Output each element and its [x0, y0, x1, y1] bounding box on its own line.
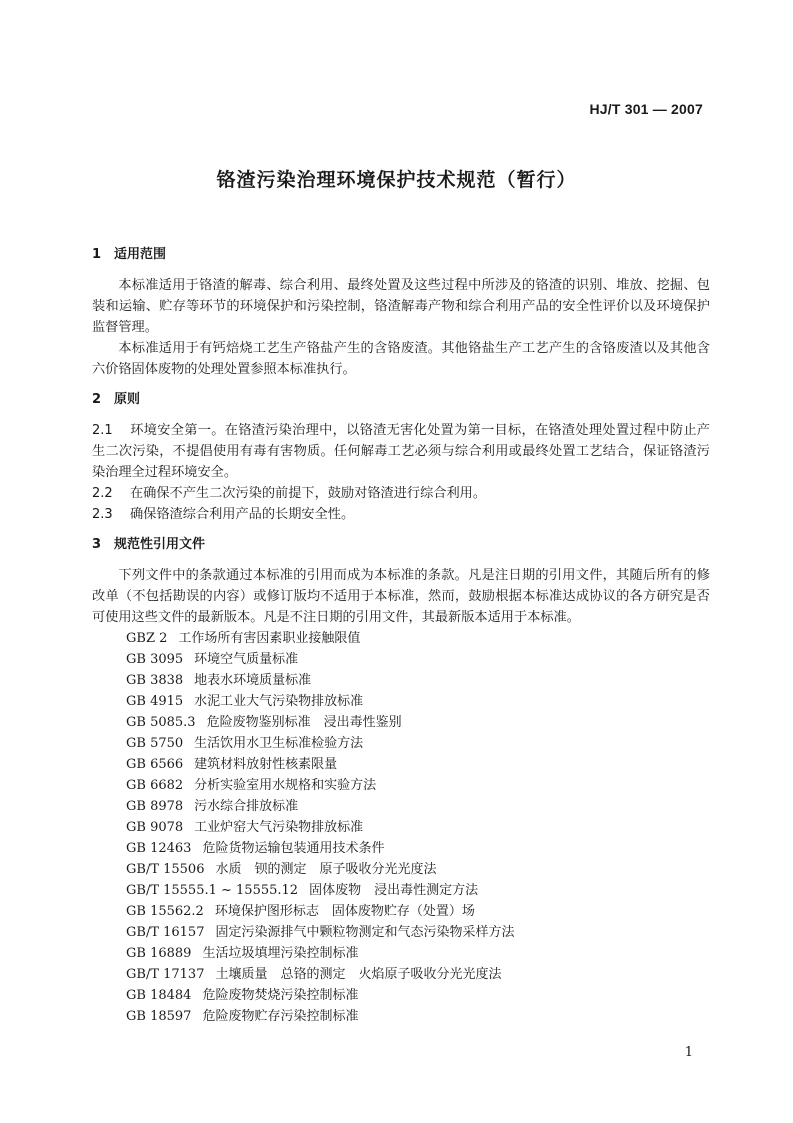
document-body	[92, 245, 710, 1027]
reference-item	[126, 922, 710, 943]
clause-number: 2.3	[92, 507, 113, 522]
reference-title: 固定污染源排气中颗粒物测定和气态污染物采样方法	[215, 925, 515, 940]
reference-code: GB 9078	[126, 820, 184, 835]
reference-code: GB 16889	[126, 946, 192, 961]
reference-item	[126, 859, 710, 880]
paragraph: 下列文件中的条款通过本标准的引用而成为本标准的条款。凡是注日期的引用文件，其随后所有的修改单（不包括勘误的内容）或修订版均不适用于本标准，然而，鼓励根据本标准达成协议的各方研究是否可使用这些文件的最新版本。凡是不注日期的引用文件，其最新版本适用于本标准。	[92, 568, 710, 625]
reference-title: 危险废物鉴别标准 浸出毒性鉴别	[206, 715, 402, 730]
section-title: 原则	[114, 392, 141, 407]
clause-2-2	[92, 483, 710, 504]
reference-title: 危险货物运输包装通用技术条件	[202, 841, 385, 856]
reference-title: 环境保护图形标志 固体废物贮存（处置）场	[214, 904, 475, 919]
reference-title: 建筑材料放射性核素限量	[194, 757, 338, 772]
paragraph: 本标准适用于铬渣的解毒、综合利用、最终处置及这些过程中所涉及的铬渣的识别、堆放、挖掘、包装和运输、贮存等环节的环境保护和污染控制，铬渣解毒产物和综合利用产品的安全性评价以及环境保护监督管理。	[92, 278, 710, 335]
reference-item	[126, 628, 710, 649]
reference-title: 固体废物 浸出毒性测定方法	[309, 883, 479, 898]
reference-item	[126, 754, 710, 775]
section-number: 3	[92, 537, 102, 552]
reference-code: GBZ 2	[126, 631, 168, 646]
section-title: 适用范围	[114, 247, 167, 262]
reference-title: 危险废物贮存污染控制标准	[202, 1009, 359, 1024]
standard-code: HJ/T 301 — 2007	[589, 101, 703, 117]
reference-code: GB/T 15555.1 ~ 15555.12	[126, 883, 299, 898]
reference-code: GB 6566	[126, 757, 184, 772]
clause-text: 确保铬渣综合利用产品的长期安全性。	[130, 507, 355, 522]
section-number: 2	[92, 392, 102, 407]
reference-code: GB 8978	[126, 799, 184, 814]
reference-title: 水质 钡的测定 原子吸收分光光度法	[215, 862, 437, 877]
reference-title: 地表水环境质量标准	[194, 673, 312, 688]
reference-code: GB/T 15506	[126, 862, 205, 877]
reference-code: GB 12463	[126, 841, 192, 856]
paragraph: 本标准适用于有钙焙烧工艺生产铬盐产生的含铬废渣。其他铬盐生产工艺产生的含铬废渣以及其他含六价铬固体废物的处理处置参照本标准执行。	[92, 341, 710, 377]
reference-code: GB 15562.2	[126, 904, 204, 919]
reference-title: 水泥工业大气污染物排放标准	[194, 694, 364, 709]
reference-item	[126, 691, 710, 712]
reference-item	[126, 901, 710, 922]
reference-item	[126, 964, 710, 985]
clause-2-1	[92, 420, 710, 483]
reference-title: 生活饮用水卫生标准检验方法	[194, 736, 364, 751]
reference-item	[126, 670, 710, 691]
clause-text: 在确保不产生二次污染的前提下，鼓励对铬渣进行综合利用。	[130, 486, 487, 501]
reference-item	[126, 733, 710, 754]
reference-code: GB 4915	[126, 694, 184, 709]
reference-item	[126, 880, 710, 901]
reference-item	[126, 796, 710, 817]
clause-text: 环境安全第一。在铬渣污染治理中，以铬渣无害化处置为第一目标，在铬渣处理处置过程中防止产生二次污染，不提倡使用有毒有害物质。任何解毒工艺必须与综合利用或最终处置工艺结合，保证铬渣污染治理全过程环境安全。	[92, 423, 710, 480]
document-title: 铬渣污染治理环境保护技术规范（暂行）	[216, 169, 577, 191]
reference-title: 工作场所有害因素职业接触限值	[178, 631, 361, 646]
reference-title: 环境空气质量标准	[194, 652, 299, 667]
section-title: 规范性引用文件	[114, 537, 206, 552]
reference-code: GB 18484	[126, 988, 192, 1003]
reference-title: 土壤质量 总铬的测定 火焰原子吸收分光光度法	[215, 967, 502, 982]
clause-2-3	[92, 504, 710, 525]
reference-title: 工业炉窑大气污染物排放标准	[194, 820, 364, 835]
reference-code: GB/T 16157	[126, 925, 205, 940]
reference-code: GB 18597	[126, 1009, 192, 1024]
reference-item	[126, 817, 710, 838]
page-number: 1	[684, 1045, 693, 1060]
reference-title: 危险废物焚烧污染控制标准	[202, 988, 359, 1003]
reference-code: GB 5085.3	[126, 715, 196, 730]
reference-list	[92, 628, 710, 1027]
section-heading-1	[92, 245, 710, 265]
reference-item	[126, 712, 710, 733]
reference-title: 分析实验室用水规格和实验方法	[194, 778, 377, 793]
clause-number: 2.1	[92, 423, 113, 438]
clause-number: 2.2	[92, 486, 113, 501]
reference-item	[126, 1006, 710, 1027]
reference-item	[126, 649, 710, 670]
reference-code: GB 5750	[126, 736, 184, 751]
reference-title: 生活垃圾填埋污染控制标准	[202, 946, 359, 961]
reference-code: GB 3095	[126, 652, 184, 667]
reference-title: 污水综合排放标准	[194, 799, 299, 814]
reference-item	[126, 943, 710, 964]
reference-item	[126, 775, 710, 796]
reference-code: GB 6682	[126, 778, 184, 793]
section-heading-3	[92, 535, 710, 555]
reference-item	[126, 985, 710, 1006]
reference-code: GB/T 17137	[126, 967, 205, 982]
section-number: 1	[92, 247, 102, 262]
reference-item	[126, 838, 710, 859]
section-heading-2	[92, 390, 710, 410]
reference-code: GB 3838	[126, 673, 184, 688]
